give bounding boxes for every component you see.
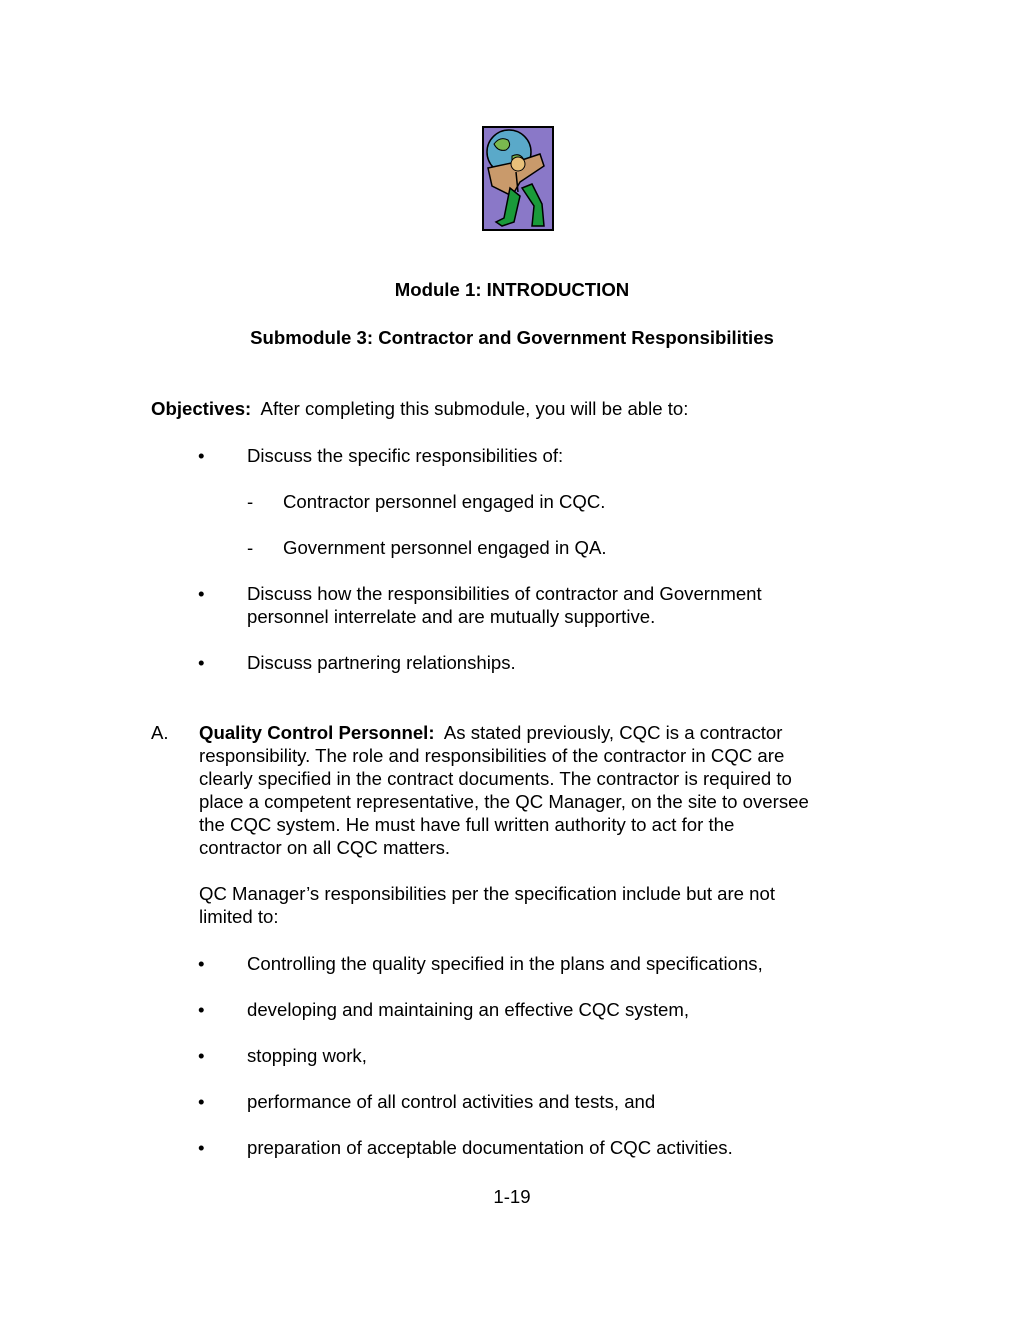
objective-item: Discuss the specific responsibilities of: — [247, 445, 564, 466]
dash: - — [247, 491, 254, 512]
responsibility-item: developing and maintaining an effective CQC system, — [247, 999, 690, 1020]
objectives-paragraph — [151, 397, 688, 420]
responsibility-item: stopping work, — [247, 1045, 367, 1066]
bullet: • — [198, 652, 205, 673]
bullet: • — [198, 583, 205, 604]
paragraph-line: clearly specified in the contract documents. The contractor is required to — [199, 768, 792, 789]
bullet: • — [198, 953, 205, 974]
section-a-paragraph — [199, 721, 879, 859]
responsibility-item: performance of all control activities and tests, and — [247, 1091, 656, 1112]
responsibility-item: Controlling the quality specified in the plans and specifications, — [247, 953, 763, 974]
paragraph-line: place a competent representative, the QC Manager, on the site to oversee — [199, 791, 809, 812]
atlas-globe-icon — [482, 126, 554, 231]
objectives-label: Objectives: — [151, 398, 252, 419]
paragraph-line: QC Manager’s responsibilities per the specification include but are not — [199, 883, 776, 904]
paragraph-line: the CQC system. He must have full written authority to act for the — [199, 814, 735, 835]
paragraph-line: contractor on all CQC matters. — [199, 837, 451, 858]
section-letter: A. — [151, 722, 169, 743]
bullet: • — [198, 1045, 205, 1066]
bullet: • — [198, 999, 205, 1020]
objective-item-continued: personnel interrelate and are mutually supportive. — [247, 606, 656, 627]
paragraph-line: limited to: — [199, 906, 279, 927]
module-title: Module 1: INTRODUCTION — [394, 279, 630, 300]
paragraph-line: responsibility. The role and responsibilities of the contractor in CQC are — [199, 745, 785, 766]
objective-item: Discuss partnering relationships. — [247, 652, 516, 673]
dash: - — [247, 537, 254, 558]
objective-item: Discuss how the responsibilities of contractor and Government — [247, 583, 762, 604]
bullet: • — [198, 1091, 205, 1112]
responsibility-item: preparation of acceptable documentation of CQC activities. — [247, 1137, 733, 1158]
qc-intro-paragraph — [199, 882, 775, 928]
paragraph-line: As stated previously, CQC is a contractor — [434, 722, 783, 743]
objective-subitem: Government personnel engaged in QA. — [283, 537, 607, 558]
bullet: • — [198, 445, 205, 466]
objective-subitem: Contractor personnel engaged in CQC. — [283, 491, 606, 512]
page-number: 1-19 — [493, 1186, 531, 1207]
submodule-title: Submodule 3: Contractor and Government Responsibilities — [250, 327, 774, 348]
section-heading: Quality Control Personnel: — [199, 722, 435, 743]
objectives-lead-text: After completing this submodule, you will be able to: — [251, 398, 689, 419]
bullet: • — [198, 1137, 205, 1158]
